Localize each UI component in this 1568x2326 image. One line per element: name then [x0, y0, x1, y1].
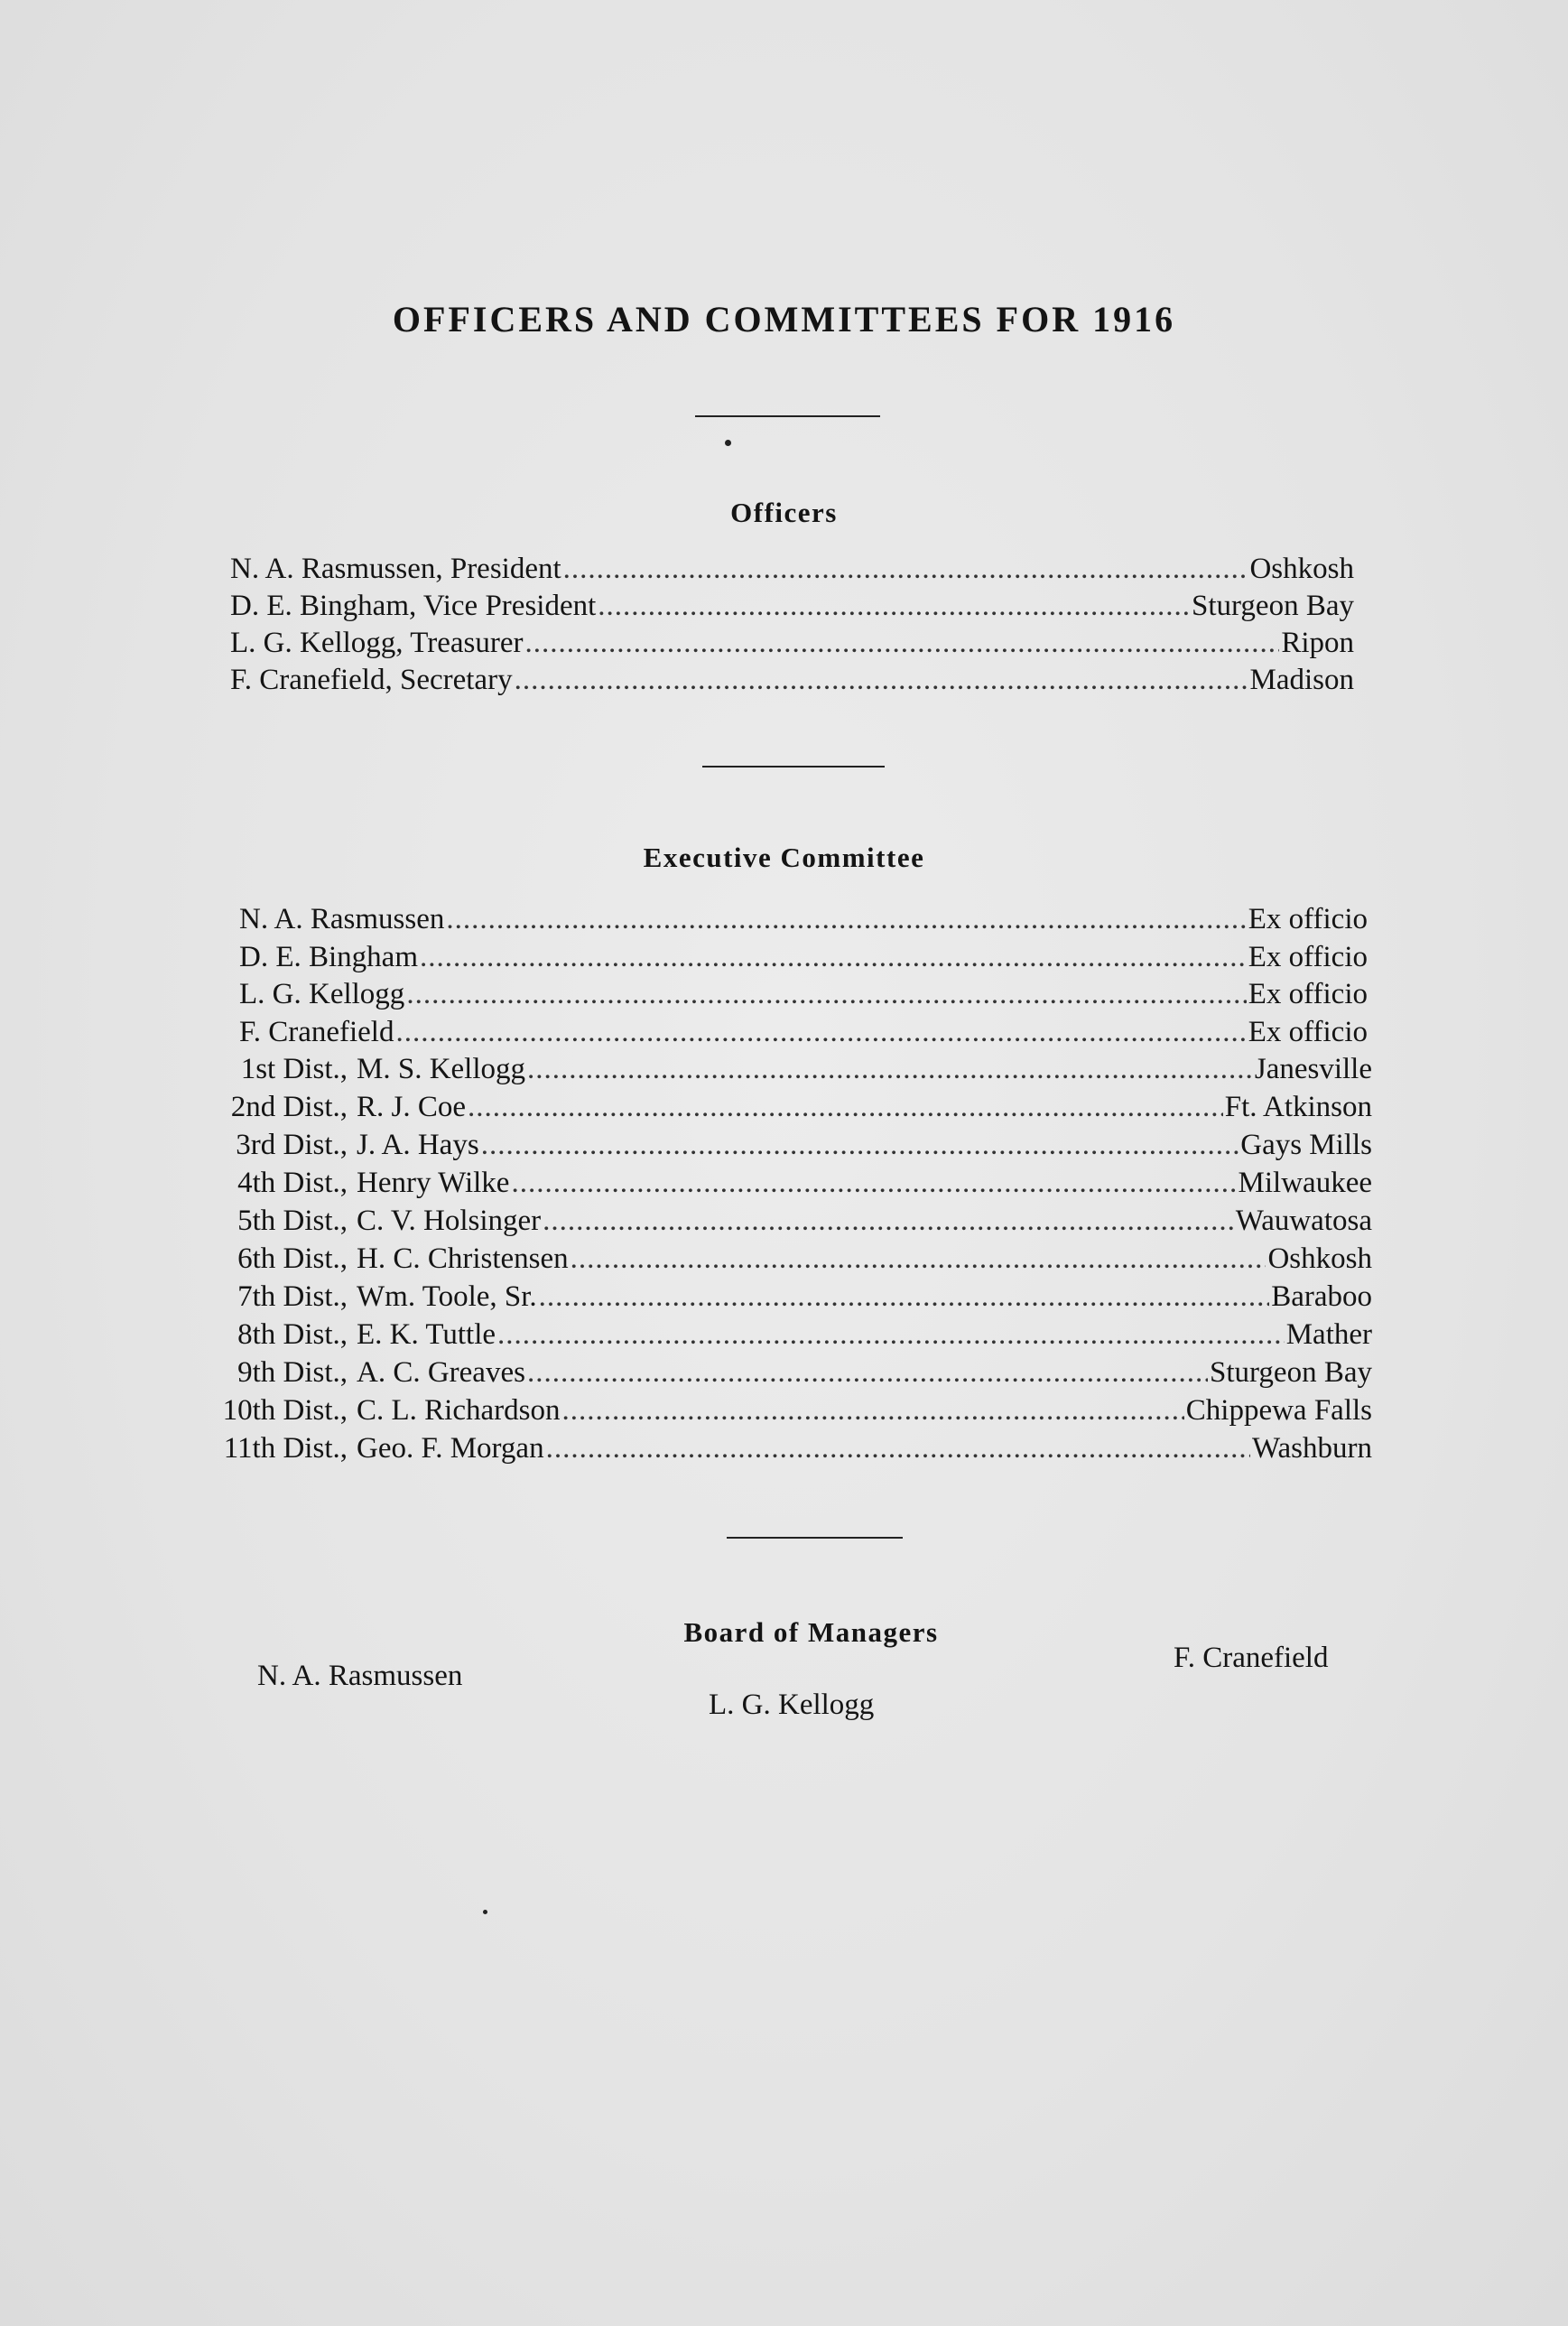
- district-row: [176, 1280, 1372, 1318]
- committee-row: [239, 1016, 1368, 1054]
- member-role: Ex officio: [1248, 903, 1368, 935]
- member-place: Gays Mills: [1240, 1129, 1372, 1161]
- executive-committee-heading: Executive Committee: [643, 842, 925, 873]
- dot-leader: [420, 941, 1247, 974]
- officer-place: Oshkosh: [1249, 553, 1354, 585]
- district-member: [176, 1242, 569, 1276]
- member-role: Ex officio: [1248, 1015, 1368, 1048]
- officers-list: [230, 553, 1354, 701]
- dot-leader: [524, 627, 1279, 660]
- district-member: [176, 1280, 537, 1314]
- district-member: [176, 1167, 509, 1200]
- committee-row: [239, 978, 1368, 1016]
- officer-place: Sturgeon Bay: [1192, 590, 1354, 622]
- officer-name: N. A. Rasmussen, President: [230, 553, 561, 585]
- board-member-left: N. A. Rasmussen: [257, 1660, 463, 1692]
- district-list: [176, 1053, 1372, 1470]
- dot-leader: [511, 1167, 1236, 1200]
- district-member: [176, 1053, 525, 1086]
- divider: [695, 415, 880, 417]
- district-row: [176, 1242, 1372, 1280]
- board-member-center: L. G. Kellogg: [709, 1689, 875, 1721]
- speck: [483, 1910, 487, 1914]
- district-row: [176, 1053, 1372, 1091]
- member-name: F. Cranefield: [239, 1015, 394, 1048]
- officer-name: F. Cranefield, Secretary: [230, 664, 513, 696]
- board-of-managers-heading: Board of Managers: [683, 1616, 939, 1648]
- member-name: L. G. Kellogg: [239, 978, 405, 1010]
- member-place: Wauwatosa: [1235, 1205, 1372, 1237]
- district-member: [176, 1356, 525, 1390]
- member-place: Janesville: [1254, 1053, 1372, 1085]
- dot-leader: [539, 1280, 1270, 1314]
- district-row: [176, 1318, 1372, 1356]
- officer-name: L. G. Kellogg, Treasurer: [230, 627, 524, 659]
- committee-row: [239, 941, 1368, 979]
- district-row: [176, 1129, 1372, 1167]
- district-label: 3rd Dist.,: [236, 1129, 348, 1161]
- dot-leader: [527, 1356, 1208, 1390]
- executive-committee-list: [239, 903, 1368, 1053]
- dot-leader: [497, 1318, 1285, 1352]
- dot-leader: [561, 1394, 1183, 1428]
- member-place: Sturgeon Bay: [1210, 1356, 1372, 1389]
- district-row: [176, 1091, 1372, 1129]
- member-role: Ex officio: [1248, 978, 1368, 1010]
- district-label: 9th Dist.,: [237, 1356, 348, 1389]
- district-row: [176, 1205, 1372, 1242]
- district-label: 5th Dist.,: [237, 1205, 348, 1237]
- dot-leader: [406, 978, 1246, 1011]
- member-place: Baraboo: [1271, 1280, 1372, 1313]
- dot-leader: [468, 1091, 1223, 1124]
- member-name: E. K. Tuttle: [357, 1318, 496, 1351]
- officer-place: Ripon: [1281, 627, 1354, 659]
- member-role: Ex officio: [1248, 940, 1368, 973]
- district-member: [176, 1318, 496, 1352]
- district-member: [176, 1394, 560, 1428]
- dot-leader: [395, 1016, 1246, 1049]
- member-name: C. V. Holsinger: [357, 1205, 542, 1237]
- district-row: [176, 1356, 1372, 1394]
- dot-leader: [527, 1053, 1253, 1086]
- district-label: 11th Dist.,: [223, 1432, 348, 1465]
- district-member: [176, 1432, 544, 1465]
- dot-leader: [598, 590, 1190, 623]
- committee-row: [239, 903, 1368, 941]
- dot-leader: [481, 1129, 1239, 1162]
- member-name: R. J. Coe: [357, 1091, 467, 1123]
- member-name: Henry Wilke: [357, 1167, 510, 1199]
- dot-leader: [446, 903, 1246, 936]
- dot-leader: [515, 664, 1248, 697]
- member-place: Chippewa Falls: [1185, 1394, 1372, 1427]
- member-place: Ft. Atkinson: [1224, 1091, 1372, 1123]
- dot-leader: [563, 553, 1248, 586]
- decorative-dot: [725, 440, 731, 446]
- member-place: Mather: [1285, 1318, 1372, 1351]
- member-name: D. E. Bingham: [239, 940, 418, 973]
- board-member-right: F. Cranefield: [1174, 1642, 1329, 1674]
- district-label: 6th Dist.,: [237, 1242, 348, 1275]
- dot-leader: [546, 1432, 1250, 1465]
- divider: [727, 1537, 903, 1539]
- member-place: Washburn: [1252, 1432, 1372, 1465]
- member-place: Oshkosh: [1267, 1242, 1372, 1275]
- member-name: M. S. Kellogg: [357, 1053, 526, 1085]
- district-member: [176, 1205, 541, 1238]
- district-label: 7th Dist.,: [237, 1280, 348, 1313]
- district-label: 8th Dist.,: [237, 1318, 348, 1351]
- district-member: [176, 1129, 479, 1162]
- member-name: J. A. Hays: [357, 1129, 479, 1161]
- dot-leader: [571, 1242, 1266, 1276]
- member-name: C. L. Richardson: [357, 1394, 561, 1427]
- member-name: Wm. Toole, Sr.: [357, 1280, 537, 1313]
- district-member: [176, 1091, 466, 1124]
- district-row: [176, 1167, 1372, 1205]
- officer-name: D. E. Bingham, Vice President: [230, 590, 597, 622]
- district-label: 1st Dist.,: [240, 1053, 348, 1085]
- member-name: A. C. Greaves: [357, 1356, 525, 1389]
- officer-row: [230, 627, 1354, 664]
- member-name: N. A. Rasmussen: [239, 903, 445, 935]
- divider: [702, 766, 885, 768]
- district-row: [176, 1394, 1372, 1432]
- dot-leader: [543, 1205, 1234, 1238]
- district-row: [176, 1432, 1372, 1470]
- officer-place: Madison: [1249, 664, 1354, 696]
- district-label: 4th Dist.,: [237, 1167, 348, 1199]
- district-label: 10th Dist.,: [222, 1394, 348, 1427]
- member-name: Geo. F. Morgan: [357, 1432, 544, 1465]
- officer-row: [230, 664, 1354, 701]
- district-label: 2nd Dist.,: [230, 1091, 348, 1123]
- officers-heading: Officers: [730, 497, 838, 528]
- member-place: Milwaukee: [1238, 1167, 1372, 1199]
- page-title: OFFICERS AND COMMITTEES FOR 1916: [392, 299, 1176, 340]
- officer-row: [230, 553, 1354, 590]
- officer-row: [230, 590, 1354, 627]
- member-name: H. C. Christensen: [357, 1242, 569, 1275]
